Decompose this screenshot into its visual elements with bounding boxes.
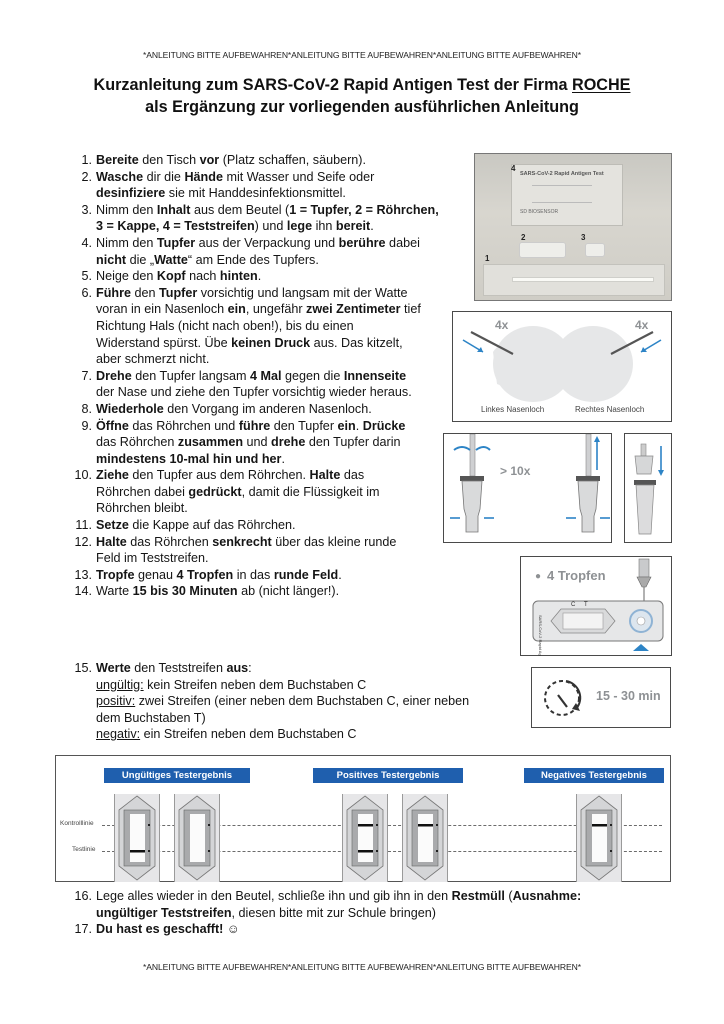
label-control-line: Kontrolllinie — [60, 820, 94, 827]
step-text: Bereite den Tisch vor (Platz schaffen, säubern). — [96, 153, 366, 167]
letter-t: T — [584, 602, 588, 608]
step-number: 16. — [74, 889, 92, 903]
test-strip — [342, 794, 388, 882]
step-text: Tropfe genau 4 Tropfen in das runde Feld. — [96, 567, 342, 582]
result-text: zwei Streifen (einer neben dem Buchstaben C, einer neben dem Buchstaben T) — [96, 694, 470, 725]
step-number: 14. — [74, 584, 92, 599]
step-item — [62, 418, 462, 468]
step-text: Werte den Teststreifen aus: — [96, 661, 252, 675]
step-item — [62, 534, 462, 567]
step-number: 5. — [81, 269, 92, 284]
caption-right-nostril: Rechtes Nasenloch — [575, 405, 645, 414]
letter-c: C — [571, 602, 576, 608]
drops-figure — [520, 556, 672, 656]
label-test-line: Testlinie — [72, 846, 96, 853]
test-strip — [402, 794, 448, 882]
caption-left-nostril: Linkes Nasenloch — [481, 405, 545, 414]
count-right: 4x — [635, 318, 649, 332]
header-negative: Negatives Testergebnis — [524, 768, 664, 783]
step-item — [62, 169, 462, 202]
result-definition — [96, 677, 512, 694]
title-line2: als Ergänzung zur vorliegenden ausführlichen Anleitung — [145, 98, 579, 116]
page-title — [0, 74, 724, 118]
step-number: 2. — [81, 169, 92, 184]
step-number: 11. — [75, 518, 92, 533]
banner-bottom: *ANLEITUNG BITTE AUFBEWAHREN*ANLEITUNG BITTE AUFBEWAHREN*ANLEITUNG BITTE AUFBEWAHREN* — [143, 962, 581, 972]
strip-window-icon — [577, 794, 621, 882]
step-item — [62, 583, 462, 600]
label-tupfer: 1 — [485, 254, 490, 263]
step-text: Wasche dir die Hände mit Wasser und Seife oder desinfiziere sie mit Handdesinfektionsmittel. — [96, 169, 375, 201]
step-item — [62, 202, 462, 235]
drop-icon: ● — [535, 571, 542, 582]
step-item — [62, 567, 462, 584]
pouch-title: SARS-CoV-2 Rapid Antigen Test — [520, 171, 604, 177]
strip-window-icon — [403, 794, 447, 882]
step-number: 17. — [74, 922, 92, 937]
swab-stick — [512, 277, 654, 282]
step-text: Lege alles wieder in den Beutel, schließe ihn und gib ihn in den Restmüll (Ausnahme: ungültiger Teststreifen, diesen bitte mit zur Schule bringen) — [96, 889, 582, 920]
steps-list-end — [62, 888, 682, 938]
strip-window-icon — [115, 794, 159, 882]
results-panel — [55, 755, 671, 882]
result-definition — [96, 726, 512, 743]
count-left: 4x — [495, 318, 509, 332]
pouch-brand: SD BIOSENSOR — [520, 209, 559, 215]
steps-list — [62, 152, 462, 600]
test-strip — [174, 794, 220, 882]
step-text: Ziehe den Tupfer aus dem Röhrchen. Halte das Röhrchen dabei gedrückt, damit die Flüssigkeit im Röhrchen bleibt. — [96, 468, 380, 516]
step-15-evaluation — [62, 660, 512, 743]
strip-window-icon — [175, 794, 219, 882]
step-item — [62, 285, 462, 368]
tube-photo — [519, 242, 566, 258]
step-item — [62, 368, 462, 401]
step-text: Du hast es geschafft! ☺ — [96, 922, 240, 937]
step-text: Führe den Tupfer vorsichtig und langsam mit der Watte voran in ein Nasenloch ein, ungefähr zwei Zentimeter tief Richtung Hals (nicht nach oben!), bis du einen Widerstand spürst. Übe keinen Druck aus. Das kitzelt, aber schmerzt nicht. — [96, 285, 421, 367]
tube-mixing-figure — [443, 433, 612, 543]
step-item — [62, 467, 462, 517]
timer-icon — [538, 673, 588, 723]
step-number: 13. — [74, 567, 92, 582]
step-number: 10. — [74, 468, 92, 483]
test-strip — [114, 794, 160, 882]
label-teststreifen: 4 — [511, 164, 516, 173]
wait-time-label: 15 - 30 min — [596, 689, 661, 703]
drops-label: 4 Tropfen — [547, 568, 606, 583]
step-number: 15. — [74, 661, 92, 675]
cap-on-tube-icon — [625, 434, 671, 542]
cap-photo — [585, 243, 605, 257]
header-invalid: Ungültiges Testergebnis — [104, 768, 250, 783]
step-text: Warte 15 bis 30 Minuten ab (nicht länger!). — [96, 584, 340, 599]
step-item — [62, 152, 462, 169]
strip-text: SARS-CoV-2 Rapid Ag — [538, 615, 543, 656]
test-strip — [576, 794, 622, 882]
step-item — [62, 517, 462, 534]
banner-top: *ANLEITUNG BITTE AUFBEWAHREN*ANLEITUNG BITTE AUFBEWAHREN*ANLEITUNG BITTE AUFBEWAHREN* — [143, 50, 581, 60]
pouch-lines — [532, 185, 592, 203]
header-positive: Positives Testergebnis — [313, 768, 463, 783]
step-number: 8. — [81, 401, 92, 416]
step-text: Drehe den Tupfer langsam 4 Mal gegen die Innenseite der Nase und ziehe den Tupfer vorsichtig wieder heraus. — [96, 368, 412, 400]
nose-swab-figure — [452, 311, 672, 422]
label-roehrchen: 2 — [521, 233, 526, 242]
strip-window-icon — [343, 794, 387, 882]
kit-contents-photo — [474, 153, 672, 301]
step-text: Nimm den Inhalt aus dem Beutel (1 = Tupfer, 2 = Röhrchen, 3 = Kappe, 4 = Teststreifen) und lege ihn bereit. — [96, 202, 439, 234]
step-number: 9. — [81, 418, 92, 433]
step-number: 1. — [81, 153, 92, 167]
test-cassette-icon — [521, 557, 671, 655]
result-text: kein Streifen neben dem Buchstaben C — [143, 677, 367, 692]
tube-squeeze-icon — [444, 434, 611, 542]
step-text: Wiederhole den Vorgang im anderen Nasenloch. — [96, 401, 372, 416]
step-number: 3. — [81, 202, 92, 217]
result-label: positiv: — [96, 694, 136, 709]
pouch — [511, 164, 623, 226]
step-item — [62, 401, 462, 418]
label-kappe: 3 — [581, 233, 586, 242]
step-text: Neige den Kopf nach hinten. — [96, 269, 262, 284]
step-number: 12. — [74, 534, 92, 549]
rotate-count-label: > 10x — [500, 464, 531, 478]
step-item — [62, 888, 682, 921]
title-brand: ROCHE — [572, 76, 631, 94]
step-number: 6. — [81, 285, 92, 300]
wait-time-figure — [531, 667, 671, 728]
swab-package — [483, 264, 665, 296]
step-item — [62, 268, 462, 285]
step-item — [62, 235, 462, 268]
step-text: Halte das Röhrchen senkrecht über das kleine runde Feld im Teststreifen. — [96, 534, 397, 566]
result-label: negativ: — [96, 727, 141, 742]
title-line1: Kurzanleitung zum SARS-CoV-2 Rapid Antigen Test der Firma — [93, 76, 572, 94]
cap-figure — [624, 433, 672, 543]
result-text: ein Streifen neben dem Buchstaben C — [140, 727, 357, 742]
step-text: Nimm den Tupfer aus der Verpackung und berühre dabei nicht die „Watte“ am Ende des Tupfers. — [96, 235, 420, 267]
result-definition — [96, 693, 512, 726]
step-number: 4. — [81, 235, 92, 250]
step-item — [62, 660, 512, 743]
step-item — [62, 921, 682, 938]
step-number: 7. — [81, 368, 92, 383]
step-text: Setze die Kappe auf das Röhrchen. — [96, 518, 296, 533]
result-label: ungültig: — [96, 677, 144, 692]
step-text: Öffne das Röhrchen und führe den Tupfer ein. Drücke das Röhrchen zusammen und drehe den Tupfer darin mindestens 10-mal hin und her. — [96, 418, 406, 466]
